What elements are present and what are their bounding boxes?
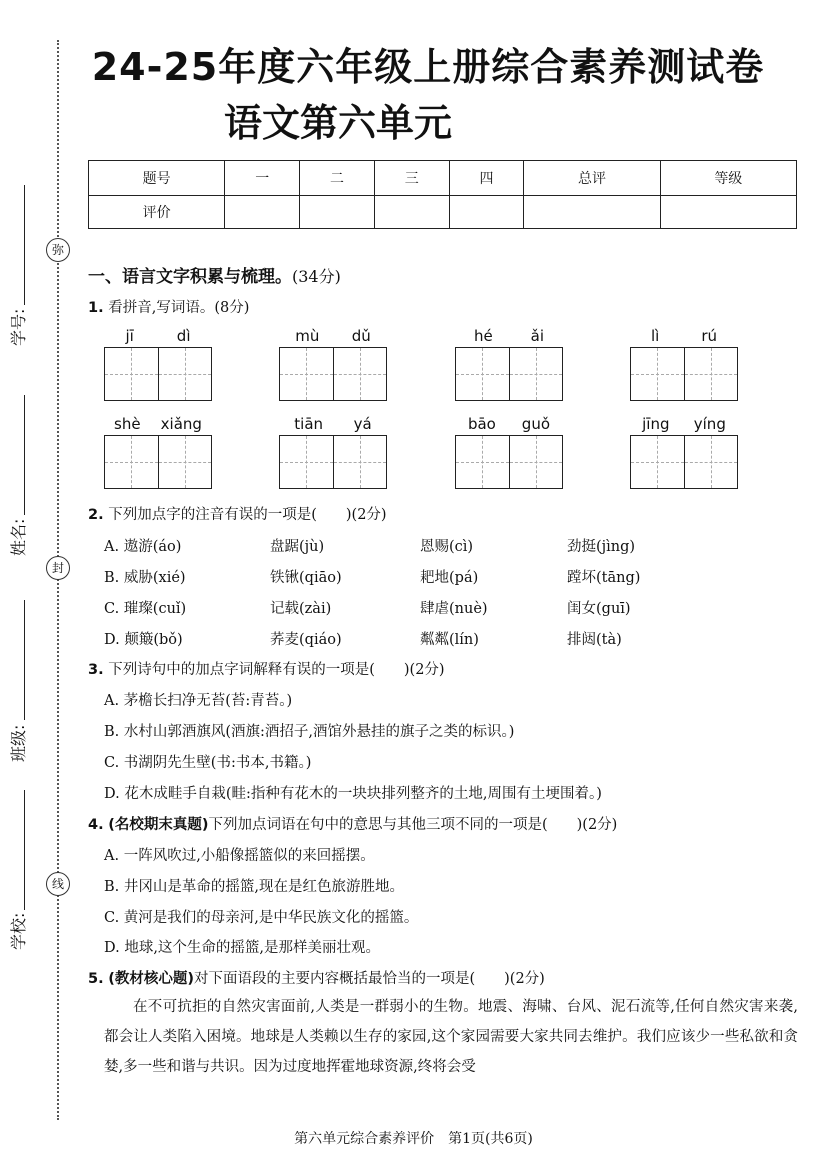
writing-grid[interactable] bbox=[455, 435, 563, 489]
option-b: B. 水村山郭酒旗风(酒旗:酒招子,酒馆外悬挂的旗子之类的标识。) bbox=[104, 724, 515, 740]
pinyin-syllable: bāo bbox=[467, 415, 496, 433]
writing-grid[interactable] bbox=[279, 435, 387, 489]
student-no-label: 学号: bbox=[9, 308, 28, 346]
reading-passage: 在不可抗拒的自然灾害面前,人类是一群弱小的生物。地震、海啸、台风、泥石流等,任何自然灾害来袭,都会让人类陷入困境。地球是人类赖以生存的家园,这个家园需要大家共同去维护。我们应该少一些私欲和贪婪,多一些和谐与共识。因为过度地挥霍地球资源,终将会受 bbox=[104, 999, 798, 1075]
pinyin-syllable: tiān bbox=[294, 415, 324, 433]
option-a-2: 盘踞(jù) bbox=[270, 539, 325, 555]
writing-grid[interactable] bbox=[630, 435, 738, 489]
question-number: 1. bbox=[88, 300, 104, 316]
pinyin-syllable: guǒ bbox=[521, 415, 551, 433]
score-header-cell: 一 bbox=[225, 161, 300, 196]
question-text: 下列加点字的注音有误的一项是( )(2分) bbox=[108, 507, 387, 523]
option-d-4: 排闼(tà) bbox=[567, 632, 622, 648]
section-1-title: 一、语言文字积累与梳理。 bbox=[88, 267, 292, 287]
option-c-3: 肆虐(nuè) bbox=[420, 601, 488, 617]
option-c-2: 记载(zài) bbox=[270, 601, 332, 617]
score-header-cell: 四 bbox=[449, 161, 524, 196]
option-b-3: 耙地(pá) bbox=[420, 570, 479, 586]
option-d-1: D. 颠簸(bǒ) bbox=[104, 632, 183, 648]
question-number: 3. bbox=[88, 662, 104, 678]
writing-grid[interactable] bbox=[279, 347, 387, 401]
student-no-line bbox=[24, 185, 25, 305]
pinyin-syllable: dǔ bbox=[351, 327, 371, 345]
seal-xian: 线 bbox=[46, 872, 70, 896]
name-label: 姓名: bbox=[9, 518, 28, 556]
name-line bbox=[24, 395, 25, 515]
pinyin-syllable: hé bbox=[473, 327, 493, 345]
question-5 bbox=[88, 967, 545, 988]
pinyin-item bbox=[279, 415, 387, 489]
writing-grid[interactable] bbox=[104, 347, 212, 401]
option-b-2: 铁锹(qiāo) bbox=[270, 570, 342, 586]
pinyin-syllable: xiǎng bbox=[160, 415, 202, 433]
page-footer: 第六单元综合素养评价 第1页(共6页) bbox=[294, 1131, 533, 1147]
question-2 bbox=[88, 503, 387, 524]
score-input-cell[interactable] bbox=[660, 196, 796, 229]
question-1 bbox=[88, 296, 249, 317]
question-text: 对下面语段的主要内容概括最恰当的一项是( )(2分) bbox=[193, 971, 545, 987]
pinyin-syllable: yá bbox=[353, 415, 372, 433]
option-a-1: A. 遨游(áo) bbox=[104, 539, 182, 555]
writing-grid[interactable] bbox=[104, 435, 212, 489]
pinyin-syllable: rú bbox=[701, 327, 717, 345]
question-text: 看拼音,写词语。(8分) bbox=[108, 300, 250, 316]
writing-grid[interactable] bbox=[455, 347, 563, 401]
question-3 bbox=[88, 658, 445, 679]
pinyin-item bbox=[104, 327, 212, 401]
school-line bbox=[24, 790, 25, 910]
pinyin-item bbox=[630, 327, 738, 401]
option-b-1: B. 威胁(xié) bbox=[104, 570, 186, 586]
question-4 bbox=[88, 813, 617, 834]
option-d-3: 粼粼(lín) bbox=[420, 632, 479, 648]
option-d: D. 地球,这个生命的摇篮,是那样美丽壮观。 bbox=[104, 940, 381, 956]
score-table bbox=[88, 160, 797, 229]
score-input-cell[interactable] bbox=[449, 196, 524, 229]
class-label: 班级: bbox=[9, 724, 28, 762]
option-b-4: 蹚坏(tāng) bbox=[567, 570, 641, 586]
question-number: 4. bbox=[88, 817, 104, 833]
option-a-3: 恩赐(cì) bbox=[420, 539, 474, 555]
question-tag: (教材核心题) bbox=[108, 971, 194, 987]
pinyin-item bbox=[104, 415, 212, 489]
score-input-cell[interactable] bbox=[374, 196, 449, 229]
score-row-label: 评价 bbox=[89, 196, 225, 229]
score-header-cell: 等级 bbox=[660, 161, 796, 196]
score-input-cell[interactable] bbox=[300, 196, 375, 229]
seal-feng: 封 bbox=[46, 556, 70, 580]
pinyin-syllable: mù bbox=[295, 327, 320, 345]
option-d: D. 花木成畦手自栽(畦:指种有花木的一块块排列整齐的土地,周围有土埂围着。) bbox=[104, 786, 602, 802]
pinyin-syllable: dì bbox=[176, 327, 191, 345]
section-1-heading bbox=[88, 262, 341, 287]
binding-dotted-line bbox=[57, 40, 59, 1120]
option-c: C. 书湖阴先生壁(书:书本,书籍。) bbox=[104, 755, 312, 771]
score-input-cell[interactable] bbox=[524, 196, 660, 229]
option-b: B. 井冈山是革命的摇篮,现在是红色旅游胜地。 bbox=[104, 879, 404, 895]
pinyin-syllable: lì bbox=[650, 327, 660, 345]
score-input-cell[interactable] bbox=[225, 196, 300, 229]
score-header-cell: 总评 bbox=[524, 161, 660, 196]
section-1-points: (34分) bbox=[292, 267, 341, 286]
school-label: 学校: bbox=[9, 912, 28, 950]
question-text: 下列诗句中的加点字词解释有误的一项是( )(2分) bbox=[108, 662, 445, 678]
option-c-4: 闺女(guī) bbox=[567, 601, 631, 617]
option-a-4: 劲挺(jìng) bbox=[567, 539, 636, 555]
pinyin-syllable: shè bbox=[114, 415, 141, 433]
pinyin-syllable: ǎi bbox=[530, 327, 545, 345]
score-header-cell: 二 bbox=[300, 161, 375, 196]
pinyin-syllable: yíng bbox=[693, 415, 726, 433]
score-table-header-row bbox=[89, 161, 797, 196]
seal-mi: 弥 bbox=[46, 238, 70, 262]
question-tag: (名校期末真题) bbox=[108, 817, 209, 833]
pinyin-item bbox=[630, 415, 738, 489]
option-a: A. 茅檐长扫净无苔(苔:青苔。) bbox=[104, 693, 293, 709]
page-subtitle: 语文第六单元 bbox=[223, 101, 452, 145]
question-number: 2. bbox=[88, 507, 104, 523]
score-header-cell: 三 bbox=[374, 161, 449, 196]
score-header-cell: 题号 bbox=[89, 161, 225, 196]
class-line bbox=[24, 600, 25, 720]
pinyin-item bbox=[455, 415, 563, 489]
writing-grid[interactable] bbox=[630, 347, 738, 401]
pinyin-item bbox=[455, 327, 563, 401]
question-text: 下列加点词语在句中的意思与其他三项不同的一项是( )(2分) bbox=[208, 817, 618, 833]
option-c-1: C. 璀璨(cuǐ) bbox=[104, 601, 187, 617]
question-number: 5. bbox=[88, 971, 104, 987]
page-title: 24-25年度六年级上册综合素养测试卷 bbox=[91, 45, 765, 89]
option-d-2: 荞麦(qiáo) bbox=[270, 632, 342, 648]
option-c: C. 黄河是我们的母亲河,是中华民族文化的摇篮。 bbox=[104, 910, 419, 926]
pinyin-syllable: jī bbox=[125, 327, 134, 345]
pinyin-syllable: jīng bbox=[642, 415, 670, 433]
option-a: A. 一阵风吹过,小船像摇篮似的来回摇摆。 bbox=[104, 848, 375, 864]
pinyin-item bbox=[279, 327, 387, 401]
score-table-row bbox=[89, 196, 797, 229]
